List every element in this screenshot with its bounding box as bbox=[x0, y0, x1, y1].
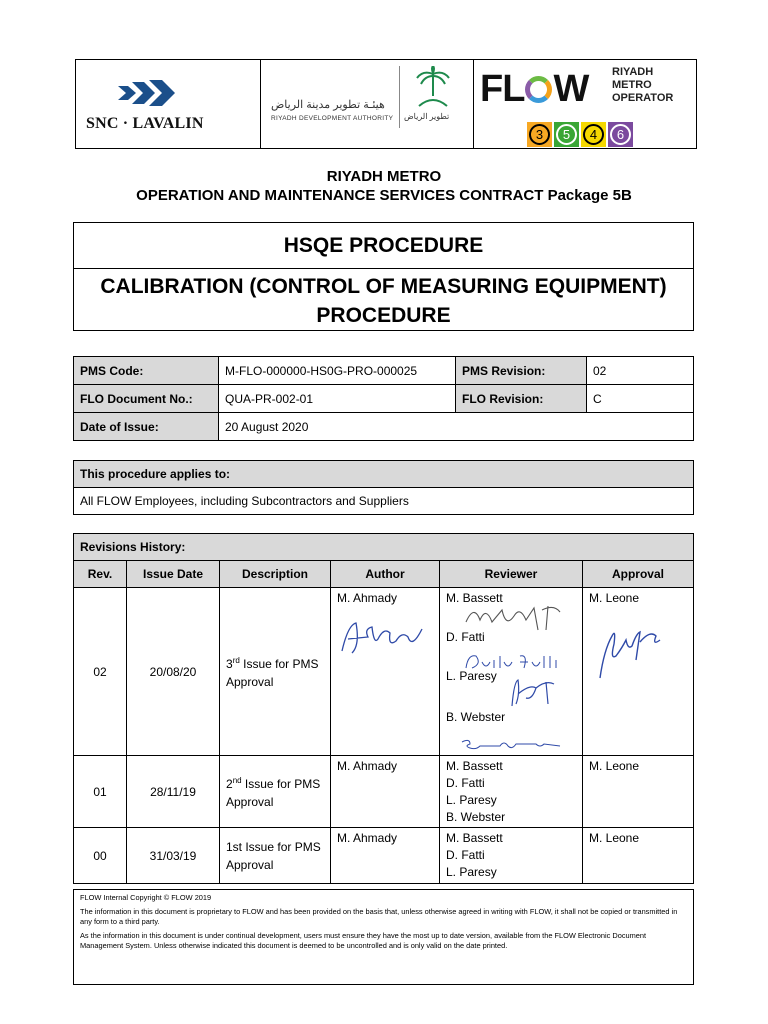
procedure-type: HSQE PROCEDURE bbox=[74, 223, 693, 269]
author-cell: M. Ahmady bbox=[331, 588, 440, 756]
pms-revision-label: PMS Revision: bbox=[456, 357, 587, 385]
revisions-history-title: Revisions History: bbox=[74, 534, 694, 561]
flo-document-value: QUA-PR-002-01 bbox=[219, 385, 456, 413]
col-rev: Rev. bbox=[74, 561, 127, 588]
date-of-issue-value: 20 August 2020 bbox=[219, 413, 694, 441]
copyright-footer bbox=[73, 889, 694, 985]
line-badge-5: 5 bbox=[554, 122, 579, 147]
metro-title: RIYADH METRO bbox=[326, 168, 442, 185]
footer-proprietary-notice: The information in this document is proprietary to FLOW and has been provided on the basis that, unless otherwise agreed in writing with FLOW, it shall not be copied or transmitted in any form to a third party. bbox=[80, 907, 678, 926]
metro-lines bbox=[527, 122, 633, 147]
rda-english-name: RIYADH DEVELOPMENT AUTHORITY bbox=[271, 115, 394, 122]
col-issue-date: Issue Date bbox=[127, 561, 220, 588]
applies-to-value: All FLOW Employees, including Subcontractors and Suppliers bbox=[74, 488, 694, 515]
author-signature bbox=[338, 615, 430, 663]
approval-cell: M. Leone bbox=[583, 828, 694, 884]
rev-cell: 01 bbox=[74, 756, 127, 828]
snc-chevron-icon bbox=[118, 78, 178, 108]
rda-arabic-name: هيئـة تطوير مدينة الرياض bbox=[271, 99, 385, 111]
author-cell: M. Ahmady bbox=[331, 756, 440, 828]
line-badge-4: 4 bbox=[581, 122, 606, 147]
reviewer-cell: M. Bassett D. Fatti L. Paresy B. Webster bbox=[440, 756, 583, 828]
footer-version-notice: As the information in this document is under continual development, users must ensure they have the most up to date version, available from the FLOW Electronic Document Management System. Unless otherwise indicated this document is deemed to be uncontrolled and is only valid on the date printed. bbox=[80, 931, 647, 950]
pms-info-table bbox=[73, 356, 694, 441]
applies-to-label: This procedure applies to: bbox=[74, 461, 694, 488]
line-badge-3: 3 bbox=[527, 122, 552, 147]
revisions-history-table bbox=[73, 533, 694, 884]
col-reviewer: Reviewer bbox=[440, 561, 583, 588]
table-row bbox=[74, 828, 694, 884]
pms-code-value: M-FLO-000000-HS0G-PRO-000025 bbox=[219, 357, 456, 385]
riyadh-metro-operator-label: RIYADH METRO OPERATOR bbox=[612, 66, 674, 104]
rda-logo bbox=[261, 60, 474, 148]
applies-to-table bbox=[73, 460, 694, 515]
approval-cell: M. Leone bbox=[583, 588, 694, 756]
flo-document-label: FLO Document No.: bbox=[74, 385, 219, 413]
description-cell: 2nd Issue for PMS Approval bbox=[220, 756, 331, 828]
reviewer-signature-webster bbox=[460, 736, 562, 752]
snc-lavalin-text: SNC · LAVALIN bbox=[86, 115, 204, 132]
rev-cell: 02 bbox=[74, 588, 127, 756]
col-description: Description bbox=[220, 561, 331, 588]
flow-ring-icon bbox=[525, 76, 552, 103]
snc-lavalin-logo bbox=[76, 60, 261, 148]
rev-cell: 00 bbox=[74, 828, 127, 884]
reviewer-signature-bassett bbox=[462, 600, 564, 636]
rda-arabic-subname: تطوير الرياض bbox=[404, 112, 450, 121]
col-approval: Approval bbox=[583, 561, 694, 588]
reviewer-signature-paresy bbox=[506, 674, 562, 710]
reviewer-cell: M. Bassett D. Fatti L. Paresy bbox=[440, 828, 583, 884]
approval-cell: M. Leone bbox=[583, 756, 694, 828]
approval-signature-leone bbox=[594, 620, 668, 682]
procedure-title-box bbox=[73, 222, 694, 331]
description-cell: 3rd Issue for PMS Approval bbox=[220, 588, 331, 756]
flo-revision-value: C bbox=[587, 385, 694, 413]
issue-date-cell: 28/11/19 bbox=[127, 756, 220, 828]
reviewer-cell: M. Bassett D. Fatti L. Paresy B. Webster bbox=[440, 588, 583, 756]
contract-title: OPERATION AND MAINTENANCE SERVICES CONTRACT Package 5B bbox=[136, 187, 632, 204]
author-cell: M. Ahmady bbox=[331, 828, 440, 884]
flow-logo bbox=[474, 60, 696, 148]
logo-bar bbox=[75, 59, 697, 149]
pms-code-label: PMS Code: bbox=[74, 357, 219, 385]
description-cell: 1st Issue for PMS Approval bbox=[220, 828, 331, 884]
flo-revision-label: FLO Revision: bbox=[456, 385, 587, 413]
flow-wordmark: FL W bbox=[480, 68, 589, 110]
issue-date-cell: 20/08/20 bbox=[127, 588, 220, 756]
palm-swords-emblem-icon bbox=[411, 66, 455, 110]
table-row bbox=[74, 756, 694, 828]
date-of-issue-label: Date of Issue: bbox=[74, 413, 219, 441]
line-badge-6: 6 bbox=[608, 122, 633, 147]
footer-copyright: FLOW Internal Copyright © FLOW 2019 bbox=[80, 893, 212, 902]
pms-revision-value: 02 bbox=[587, 357, 694, 385]
procedure-title: CALIBRATION (CONTROL OF MEASURING EQUIPMENT) PROCEDURE bbox=[100, 275, 667, 327]
reviewer-signature-fatti bbox=[462, 650, 562, 674]
col-author: Author bbox=[331, 561, 440, 588]
issue-date-cell: 31/03/19 bbox=[127, 828, 220, 884]
